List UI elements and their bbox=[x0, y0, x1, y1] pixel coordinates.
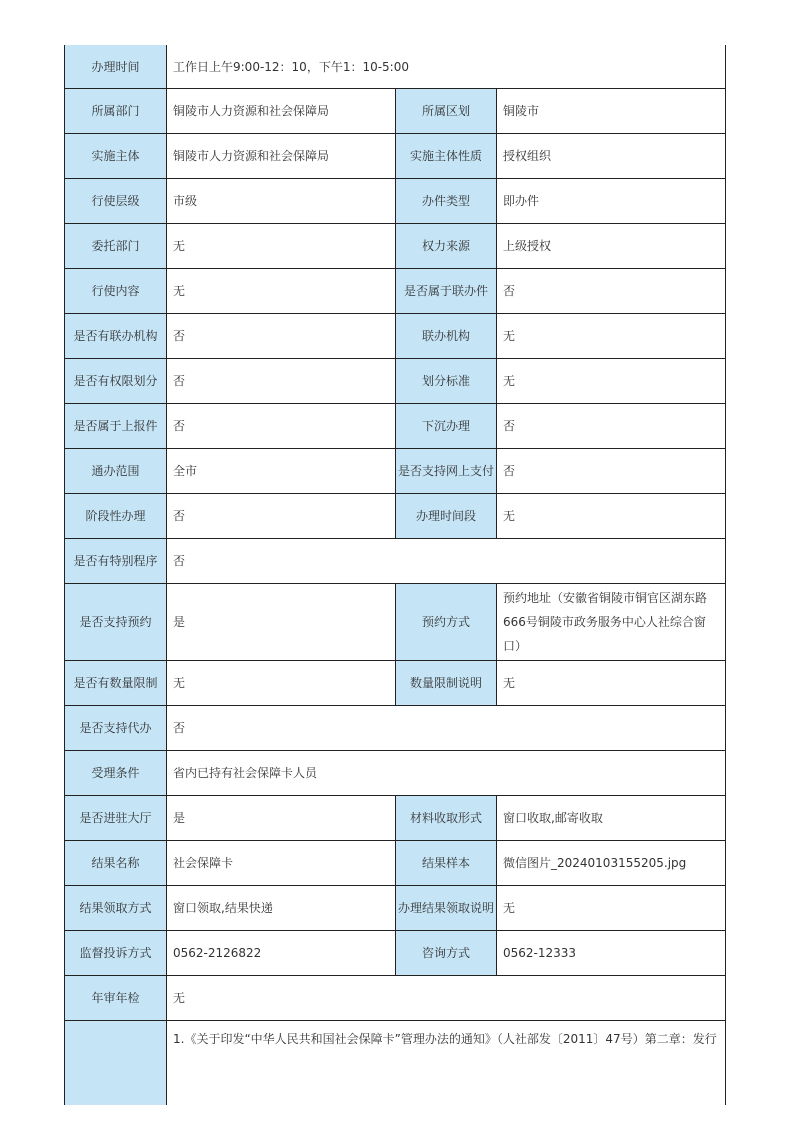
table-row bbox=[65, 661, 726, 706]
table-row bbox=[65, 314, 726, 359]
value-cell: 全市 bbox=[167, 449, 396, 494]
value-cell: 窗口领取,结果快递 bbox=[167, 886, 396, 931]
value-cell: 无 bbox=[167, 976, 726, 1021]
table-row bbox=[65, 45, 726, 89]
table-row bbox=[65, 841, 726, 886]
value-cell: 否 bbox=[167, 314, 396, 359]
label-cell: 所属区划 bbox=[396, 89, 497, 134]
label-cell: 是否进驻大厅 bbox=[65, 796, 167, 841]
label-cell: 受理条件 bbox=[65, 751, 167, 796]
value-cell: 无 bbox=[167, 661, 396, 706]
value-cell: 无 bbox=[167, 224, 396, 269]
label-cell: 咨询方式 bbox=[396, 931, 497, 976]
value-cell: 否 bbox=[167, 539, 726, 584]
table-row bbox=[65, 449, 726, 494]
value-cell: 是 bbox=[167, 796, 396, 841]
label-cell: 通办范围 bbox=[65, 449, 167, 494]
value-cell: 铜陵市 bbox=[497, 89, 726, 134]
label-cell: 委托部门 bbox=[65, 224, 167, 269]
value-cell: 无 bbox=[497, 314, 726, 359]
label-cell: 权力来源 bbox=[396, 224, 497, 269]
value-cell: 工作日上午9:00-12：10，下午1：10-5:00 bbox=[167, 45, 726, 89]
label-cell: 下沉办理 bbox=[396, 404, 497, 449]
value-cell: 微信图片_20240103155205.jpg bbox=[497, 841, 726, 886]
value-cell: 省内已持有社会保障卡人员 bbox=[167, 751, 726, 796]
value-cell: 铜陵市人力资源和社会保障局 bbox=[167, 89, 396, 134]
value-cell: 否 bbox=[167, 494, 396, 539]
value-cell: 无 bbox=[167, 269, 396, 314]
label-cell: 行使内容 bbox=[65, 269, 167, 314]
table-row bbox=[65, 976, 726, 1021]
value-cell: 无 bbox=[497, 886, 726, 931]
label-cell: 是否有数量限制 bbox=[65, 661, 167, 706]
table-row bbox=[65, 269, 726, 314]
value-cell: 是 bbox=[167, 584, 396, 661]
label-cell: 是否有权限划分 bbox=[65, 359, 167, 404]
service-info-table bbox=[64, 45, 726, 1105]
value-cell: 否 bbox=[497, 269, 726, 314]
label-cell: 行使层级 bbox=[65, 179, 167, 224]
value-cell: 无 bbox=[497, 661, 726, 706]
label-cell: 结果样本 bbox=[396, 841, 497, 886]
value-cell: 0562-2126822 bbox=[167, 931, 396, 976]
table-row bbox=[65, 89, 726, 134]
label-cell: 监督投诉方式 bbox=[65, 931, 167, 976]
value-cell: 否 bbox=[497, 449, 726, 494]
table-row bbox=[65, 224, 726, 269]
value-cell: 铜陵市人力资源和社会保障局 bbox=[167, 134, 396, 179]
label-cell: 结果名称 bbox=[65, 841, 167, 886]
label-cell: 预约方式 bbox=[396, 584, 497, 661]
label-cell: 实施主体性质 bbox=[396, 134, 497, 179]
value-cell: 1.《关于印发“中华人民共和国社会保障卡”管理办法的通知》（人社部发〔2011〕47号）第二章：发行 bbox=[167, 1021, 726, 1106]
table-row bbox=[65, 886, 726, 931]
table-row bbox=[65, 706, 726, 751]
label-cell: 办件类型 bbox=[396, 179, 497, 224]
table-row bbox=[65, 539, 726, 584]
value-cell: 否 bbox=[497, 404, 726, 449]
label-cell: 结果领取方式 bbox=[65, 886, 167, 931]
table-row bbox=[65, 179, 726, 224]
table-row bbox=[65, 796, 726, 841]
value-cell: 否 bbox=[167, 706, 726, 751]
label-cell: 年审年检 bbox=[65, 976, 167, 1021]
label-cell: 所属部门 bbox=[65, 89, 167, 134]
label-cell: 是否支持预约 bbox=[65, 584, 167, 661]
value-cell: 否 bbox=[167, 359, 396, 404]
value-cell: 无 bbox=[497, 494, 726, 539]
label-cell: 材料收取形式 bbox=[396, 796, 497, 841]
value-cell: 市级 bbox=[167, 179, 396, 224]
table-row bbox=[65, 584, 726, 661]
label-cell: 是否有联办机构 bbox=[65, 314, 167, 359]
label-cell: 是否有特别程序 bbox=[65, 539, 167, 584]
table-row bbox=[65, 751, 726, 796]
label-cell: 实施主体 bbox=[65, 134, 167, 179]
label-cell bbox=[65, 1021, 167, 1106]
value-cell: 社会保障卡 bbox=[167, 841, 396, 886]
label-cell: 联办机构 bbox=[396, 314, 497, 359]
table-row bbox=[65, 931, 726, 976]
value-cell: 否 bbox=[167, 404, 396, 449]
table-row bbox=[65, 359, 726, 404]
table-row bbox=[65, 134, 726, 179]
label-cell: 办理时间段 bbox=[396, 494, 497, 539]
value-cell: 窗口收取,邮寄收取 bbox=[497, 796, 726, 841]
table-row bbox=[65, 404, 726, 449]
label-cell: 阶段性办理 bbox=[65, 494, 167, 539]
value-cell: 0562-12333 bbox=[497, 931, 726, 976]
label-cell: 是否属于上报件 bbox=[65, 404, 167, 449]
table-row bbox=[65, 1021, 726, 1106]
table-row bbox=[65, 494, 726, 539]
label-cell: 是否支持代办 bbox=[65, 706, 167, 751]
value-cell: 预约地址（安徽省铜陵市铜官区湖东路666号铜陵市政务服务中心人社综合窗口） bbox=[497, 584, 726, 661]
label-cell: 数量限制说明 bbox=[396, 661, 497, 706]
label-cell: 办理结果领取说明 bbox=[396, 886, 497, 931]
label-cell: 划分标准 bbox=[396, 359, 497, 404]
label-cell: 办理时间 bbox=[65, 45, 167, 89]
value-cell: 授权组织 bbox=[497, 134, 726, 179]
label-cell: 是否支持网上支付 bbox=[396, 449, 497, 494]
label-cell: 是否属于联办件 bbox=[396, 269, 497, 314]
value-cell: 上级授权 bbox=[497, 224, 726, 269]
value-cell: 无 bbox=[497, 359, 726, 404]
value-cell: 即办件 bbox=[497, 179, 726, 224]
